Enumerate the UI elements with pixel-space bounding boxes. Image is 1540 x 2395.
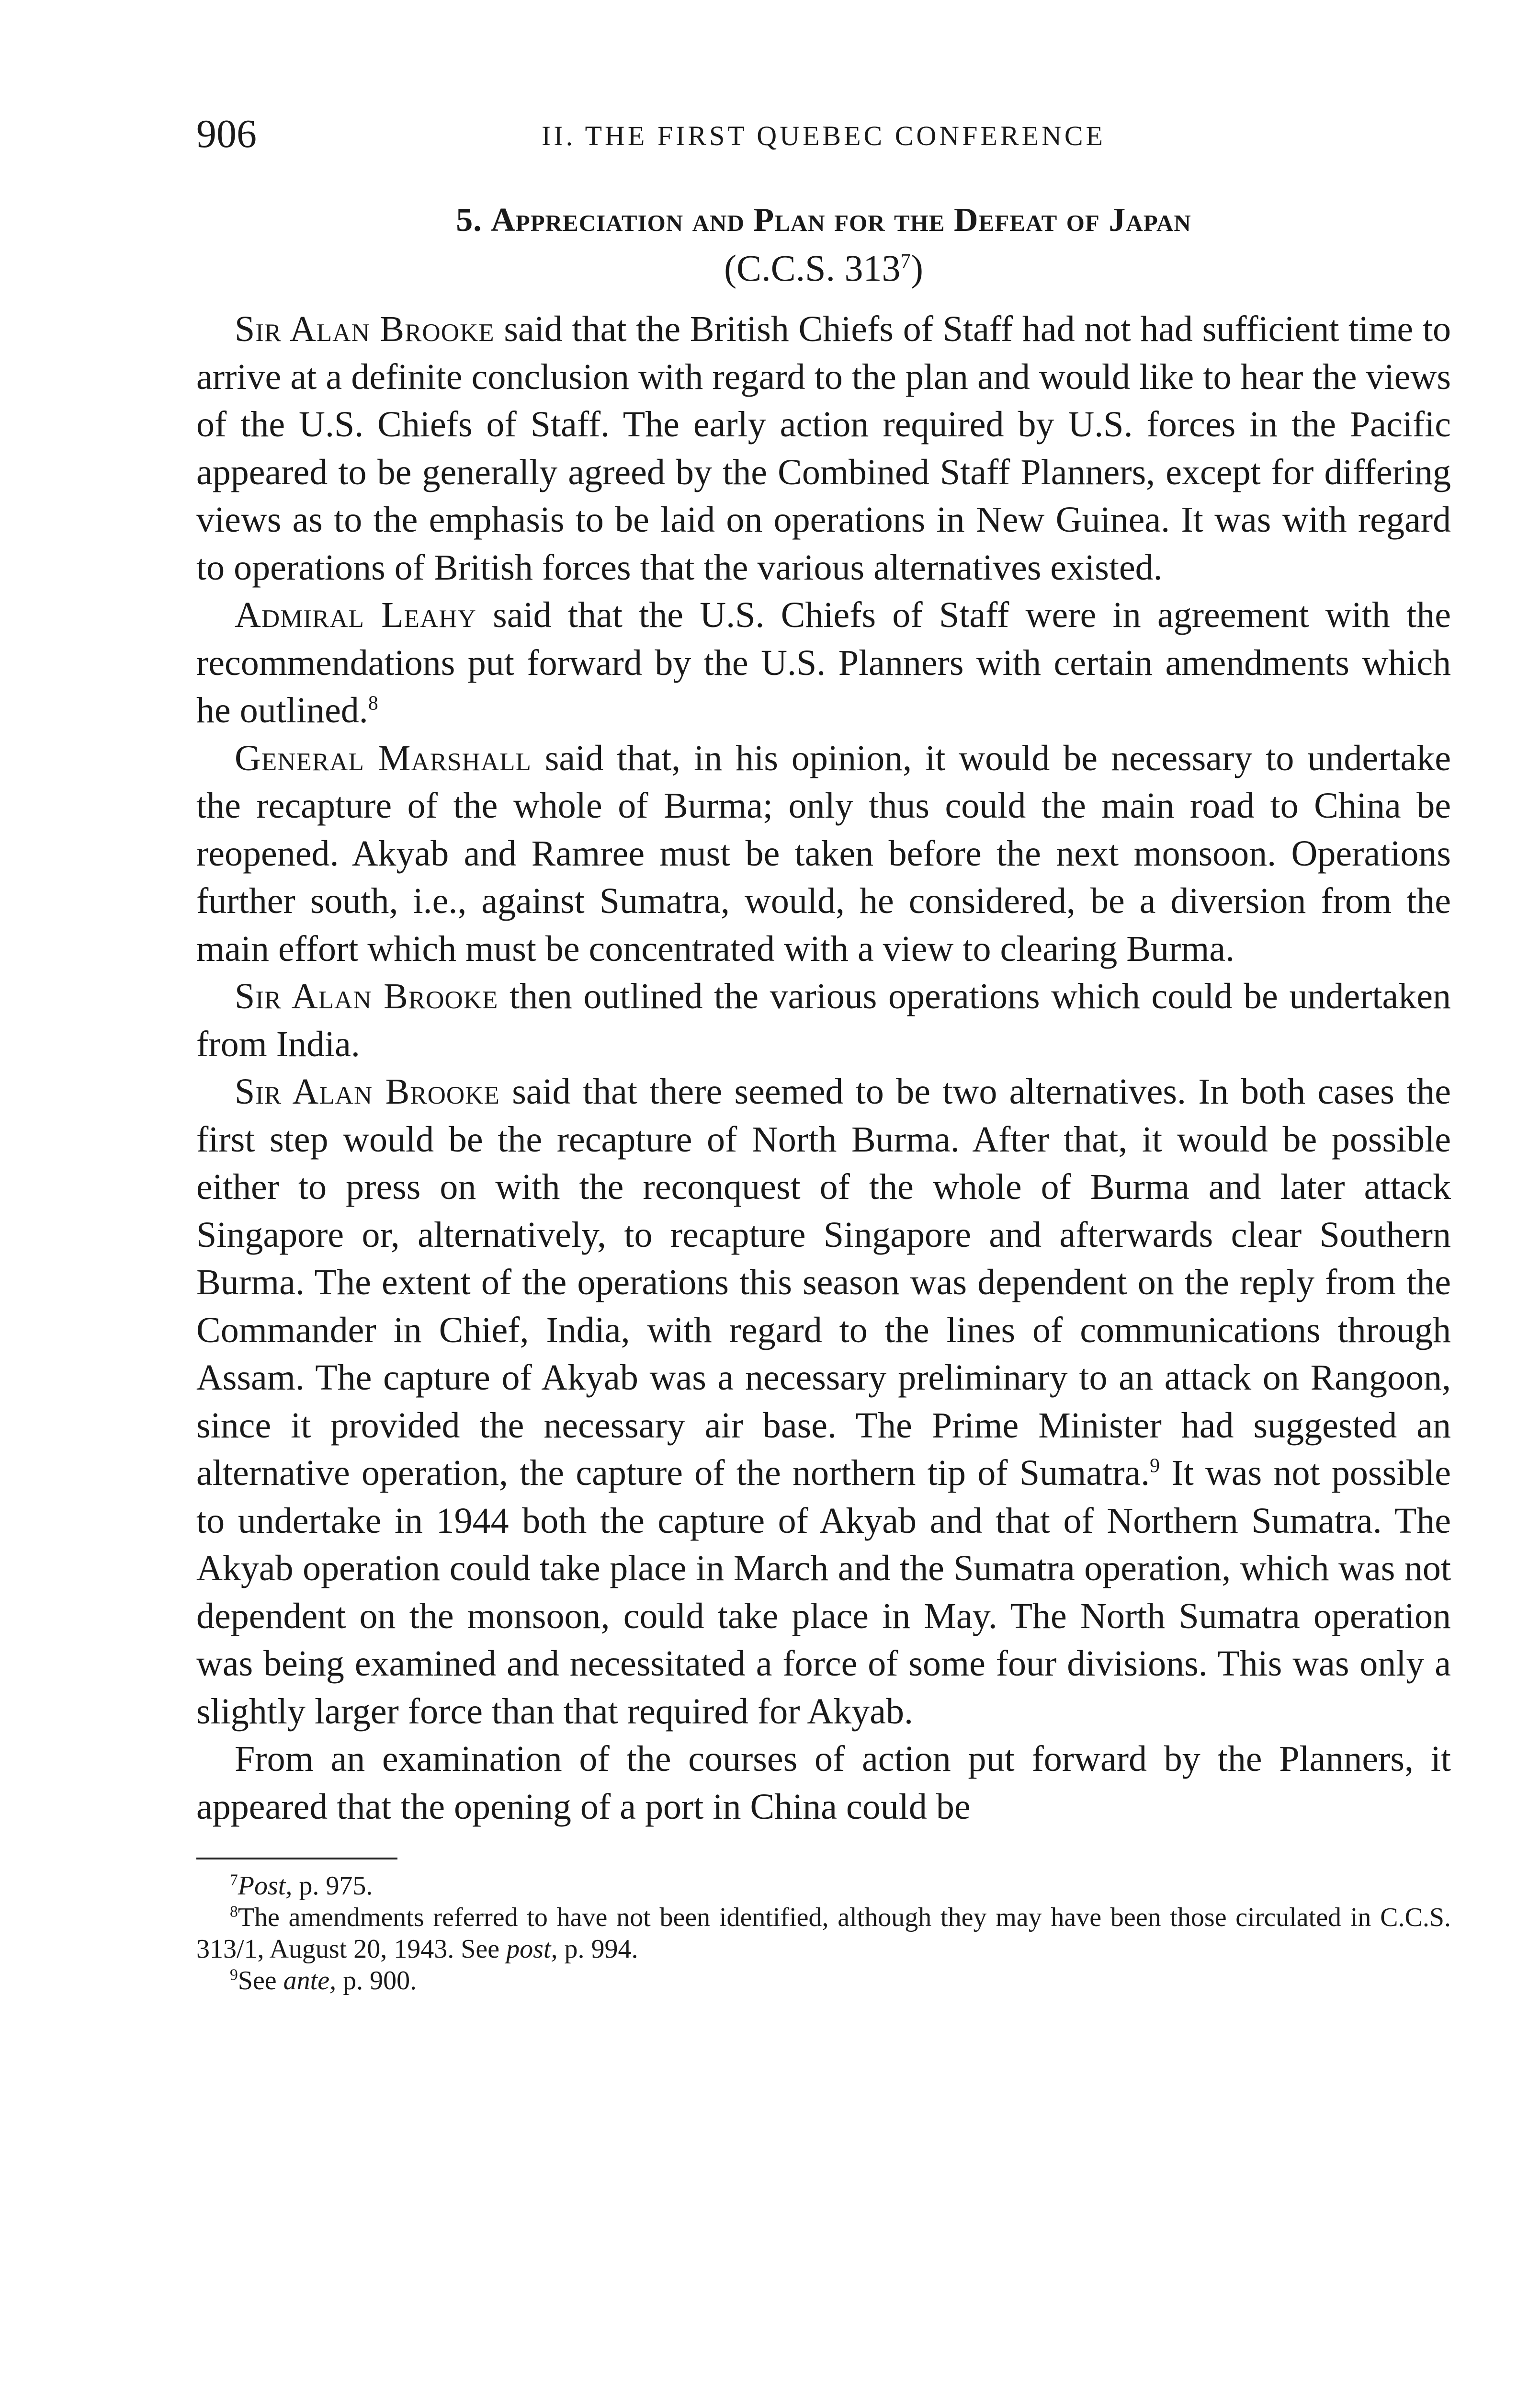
section-title-word: for the: [834, 202, 945, 239]
section-title-word: of: [1066, 202, 1100, 239]
footnote: [196, 1870, 1451, 1902]
footnote-mark: 8: [230, 1903, 238, 1921]
paragraph-text: It was not possible to undertake in 1944 both the capture of Akyab and that of Northern Sumatra. The Akyab operation could take place in March and the Sumatra operation, which was not dependent on the monsoon, could take place in May. The North Sumatra operation was being examined and necessitated a force of some four divisions. This was only a slightly larger force than that required for Akyab.: [196, 1453, 1451, 1732]
section-title-word: Plan: [753, 202, 826, 239]
paragraph: [196, 735, 1451, 973]
section-title-word: Japan: [1109, 202, 1191, 239]
body-text: [196, 306, 1451, 1831]
footnote-italic: Post,: [238, 1871, 293, 1901]
section-heading: [196, 196, 1451, 244]
running-title: II. THE FIRST QUEBEC CONFERENCE: [542, 120, 1106, 151]
page-number: 906: [196, 112, 257, 156]
speaker-name: Sir Alan Brooke: [235, 309, 495, 349]
footnote-italic: ante,: [283, 1966, 337, 1996]
paragraph-text: said that the U.S. Chiefs of Staff were in agreement with the recommendations put forward by the U.S. Planners with certain amendments which he outlined.: [196, 595, 1451, 730]
paragraph: [196, 973, 1451, 1068]
subtitle-text: (C.C.S. 313: [724, 247, 901, 289]
speaker-name: Admiral Leahy: [235, 595, 476, 635]
speaker-name: General Marshall: [235, 738, 532, 778]
paragraph: [196, 306, 1451, 592]
paragraph: [196, 1735, 1451, 1831]
speaker-name: Sir Alan Brooke: [235, 976, 498, 1016]
footnote-text: p. 994.: [557, 1934, 638, 1964]
footnote-mark: 9: [230, 1966, 238, 1984]
paragraph-text: then outlined the various operations which could be undertaken from India.: [196, 976, 1451, 1064]
footnote-text: p. 900.: [336, 1966, 417, 1996]
paragraph-text: From an examination of the courses of action put forward by the Planners, it appeared that the opening of a port in China could be: [196, 1739, 1451, 1827]
paragraph-text: said that there seemed to be two alternatives. In both cases the first step would be the recapture of North Burma. After that, it would be possible either to press on with the reconquest of the whole of Burma and later attack Singapore or, alternatively, to recapture Singapore and afterwards clear Southern Burma. The extent of the operations this season was dependent on the reply from the Commander in Chief, India, with regard to the lines of communications through Assam. The capture of Akyab was a necessary preliminary to an attack on Rangoon, since it provided the necessary air base. The Prime Minister had suggested an alternative operation, the capture of the northern tip of Sumatra.: [196, 1072, 1451, 1493]
section-title-word: Appreciation: [491, 202, 684, 239]
section-title-word: Defeat: [953, 202, 1058, 239]
footnote-text: See: [238, 1966, 283, 1996]
footnote-ref: 7: [900, 250, 911, 273]
footnote-ref: 8: [368, 692, 378, 715]
footnote-italic: post,: [506, 1934, 558, 1964]
footnote-text: p. 975.: [292, 1871, 373, 1901]
subtitle-close: ): [910, 247, 923, 289]
footnote-ref: 9: [1150, 1455, 1160, 1477]
footnote: [196, 1965, 1451, 1996]
paragraph: [196, 592, 1451, 735]
footnote: [196, 1902, 1451, 1965]
document-page: [196, 110, 1451, 2395]
footnote-divider: [196, 1858, 397, 1859]
footnote-mark: 7: [230, 1871, 238, 1889]
footnotes: [196, 1870, 1451, 1996]
paragraph: [196, 1068, 1451, 1735]
paragraph-text: said that, in his opinion, it would be necessary to undertake the recapture of the whole of Burma; only thus could the main road to China be reopened. Akyab and Ramree must be taken before the next monsoon. Operations further south, i.e., against Sumatra, would, he considered, be a diversion from the main effort which must be concentrated with a view to clearing Burma.: [196, 738, 1451, 969]
section-title-word: and: [692, 202, 745, 239]
running-head: [196, 110, 1451, 163]
section-number: 5.: [456, 202, 482, 239]
section-subtitle: [196, 244, 1451, 292]
speaker-name: Sir Alan Brooke: [235, 1072, 500, 1112]
paragraph-text: said that the British Chiefs of Staff had not had sufficient time to arrive at a definite conclusion with regard to the plan and would like to hear the views of the U.S. Chiefs of Staff. The early action required by U.S. forces in the Pacific appeared to be generally agreed by the Combined Staff Planners, except for differing views as to the emphasis to be laid on operations in New Guinea. It was with regard to operations of British forces that the various alternatives existed.: [196, 309, 1451, 588]
footnote-text: The amendments referred to have not been identified, although they may have been those circulated in C.C.S. 313/1, August 20, 1943. See: [196, 1903, 1451, 1964]
